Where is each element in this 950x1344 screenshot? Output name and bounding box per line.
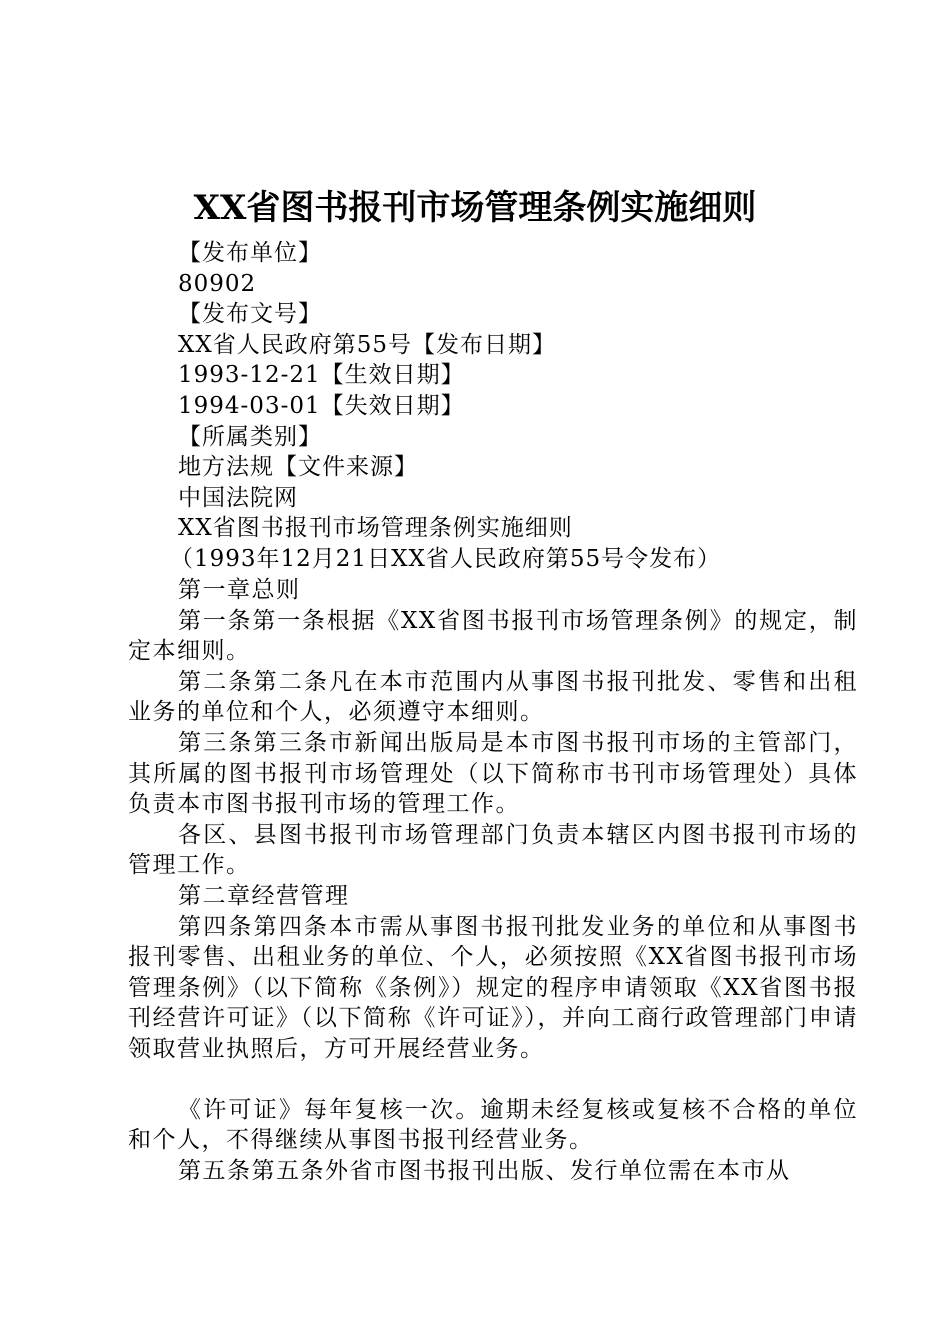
article-paragraph: 第二条第二条凡在本市范围内从事图书报刊批发、零售和出租业务的单位和个人，必须遵守本细则。 bbox=[128, 668, 858, 726]
meta-publish-date: 1993-12-21【生效日期】 bbox=[178, 362, 465, 389]
meta-doc-number-value: XX省人民政府第55号【发布日期】 bbox=[178, 331, 557, 358]
document-title: XX省图书报刊市场管理条例实施细则 bbox=[193, 188, 757, 228]
article-paragraph: 第五条第五条外省市图书报刊出版、发行单位需在本市从 bbox=[178, 1157, 791, 1184]
meta-doc-number-label: 【发布文号】 bbox=[178, 301, 322, 328]
meta-issuance-note: （1993年12月21日XX省人民政府第55号令发布） bbox=[170, 545, 722, 572]
article-paragraph: 第一条第一条根据《XX省图书报刊市场管理条例》的规定，制定本细则。 bbox=[128, 607, 858, 665]
article-paragraph: 各区、县图书报刊市场管理部门负责本辖区内图书报刊市场的管理工作。 bbox=[128, 821, 858, 879]
meta-category-value: 地方法规【文件来源】 bbox=[178, 454, 418, 481]
meta-source-value: 中国法院网 bbox=[178, 484, 298, 511]
document-body bbox=[128, 575, 858, 1186]
chapter-heading: 第一章总则 bbox=[178, 577, 301, 603]
meta-subtitle: XX省图书报刊市场管理条例实施细则 bbox=[178, 515, 573, 542]
meta-publisher-label: 【发布单位】 bbox=[178, 240, 322, 266]
chapter-heading: 第二章经营管理 bbox=[178, 882, 350, 909]
article-paragraph: 《许可证》每年复核一次。逾期未经复核或复核不合格的单位和个人，不得继续从事图书报刊经营业务。 bbox=[128, 1096, 858, 1154]
article-paragraph: 第三条第三条市新闻出版局是本市图书报刊市场的主管部门，其所属的图书报刊市场管理处（以下简称市书刊市场管理处）具体负责本市图书报刊市场的管理工作。 bbox=[128, 729, 858, 818]
meta-effective-date: 1994-03-01【失效日期】 bbox=[178, 392, 465, 419]
article-paragraph: 第四条第四条本市需从事图书报刊批发业务的单位和从事图书报刊零售、出租业务的单位、个人，必须按照《XX省图书报刊市场管理条例》（以下简称《条例》）规定的程序申请领取《XX省图书报刊经营许可证》（以下简称《许可证》），并向工商行政管理部门申请领取营业执照后，方可开展经营业务。 bbox=[128, 913, 858, 1062]
document-meta bbox=[170, 238, 858, 575]
meta-publisher-value: 80902 bbox=[178, 270, 257, 297]
meta-category-label: 【所属类别】 bbox=[178, 423, 322, 450]
